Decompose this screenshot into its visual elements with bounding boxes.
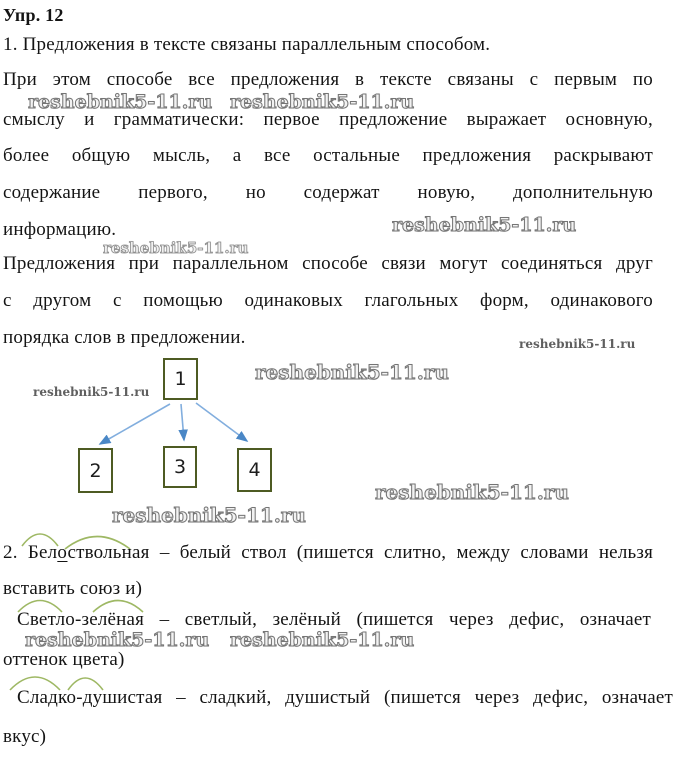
connector-arrow-1-2 (100, 404, 170, 444)
item2-line1 (3, 541, 653, 565)
watermark: reshebnik5-11.ru (112, 503, 306, 527)
item4-line2: вкус) (3, 726, 47, 747)
watermark: reshebnik5-11.ru (28, 91, 213, 113)
answer1-sentence: 1. Предложения в тексте связаны параллельным способом. (3, 34, 491, 55)
watermark: reshebnik5-11.ru (392, 214, 577, 236)
paragraph2-line1: При этом способе все предложения в тексте связаны с первым по (3, 69, 653, 90)
watermark: reshebnik5-11.ru (25, 629, 210, 651)
diagram-box-2-label: 2 (89, 459, 102, 482)
paragraph2-line5: информацию. (3, 219, 117, 240)
exercise-title: Упр. 12 (3, 5, 64, 25)
watermark: reshebnik5-11.ru (255, 360, 449, 384)
watermark: reshebnik5-11.ru (230, 629, 415, 651)
connector-arrow-1-3 (181, 404, 184, 440)
diagram-box-4-label: 4 (248, 459, 261, 481)
item4-line1: Сладко-душистая – сладкий, душистый (пишется через дефис, означает (17, 687, 673, 708)
watermark: reshebnik5-11.ru (33, 385, 150, 399)
diagram-box-4 (237, 448, 272, 492)
paragraph2-line3: более общую мысль, а все остальные предложения раскрывают (3, 145, 653, 166)
paragraph3-line1: Предложения при параллельном способе связи могут соединяться друг (3, 253, 653, 274)
item3-line2: оттенок цвета) (3, 649, 125, 670)
paragraph3-line2: с другом с помощью одинаковых глагольных форм, одинакового (3, 290, 653, 311)
item2-word-rest: ствольная – белый ствол (пишется слитно, между словами нельзя (67, 542, 654, 563)
paragraph2-line4: содержание первого, но содержат новую, дополнительную (3, 182, 653, 203)
watermark: reshebnik5-11.ru (230, 91, 415, 113)
diagram-box-3 (163, 446, 197, 488)
item2-word-prefix: 2. Бел (3, 542, 58, 563)
diagram-box-3-label: 3 (173, 456, 187, 478)
item2-connecting-vowel: о (57, 542, 68, 563)
paragraph2-line2: смыслу и грамматически: первое предложение выражает основную, (3, 109, 653, 130)
diagram-box-2 (78, 448, 113, 493)
connector-arrow-1-4 (196, 403, 247, 441)
watermark: reshebnik5-11.ru (375, 480, 569, 504)
item2-line2: вставить союз и) (3, 578, 143, 599)
paragraph3-line3: порядка слов в предложении. (3, 327, 246, 348)
diagram-box-1 (163, 358, 198, 400)
watermark: reshebnik5-11.ru (103, 239, 249, 257)
item3-line1: Светло-зелёная – светлый, зелёный (пишется через дефис, означает (17, 609, 651, 630)
diagram-box-1-label: 1 (174, 368, 187, 390)
watermark: reshebnik5-11.ru (519, 337, 636, 351)
